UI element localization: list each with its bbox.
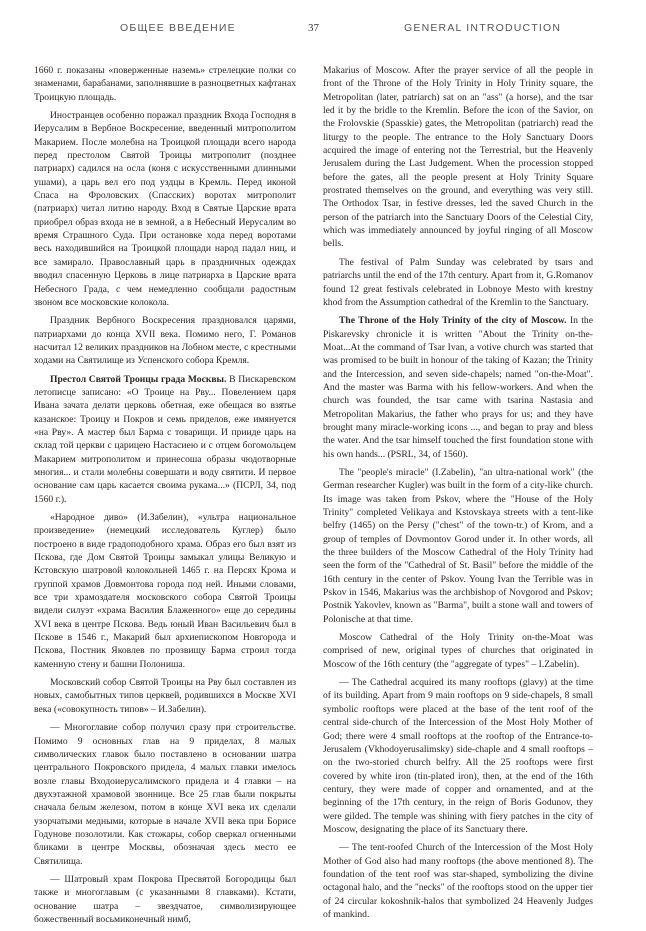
english-text-column	[323, 64, 593, 926]
section-heading: Престол Святой Троицы града Москвы.	[50, 373, 227, 385]
paragraph: — The tent-roofed Church of the Intercession of the Most Holy Mother of God also had many rooftops (the above mentioned 8). The foundation of the tent roof was star-shaped, symbolizing the divine octagonal halo, and the "necks" of the rooftops stood on the upper tier of 24 circular kokoshnik-halos that symbolized 24 Heavenly Judges of mankind.	[323, 842, 593, 920]
page-number: 37	[308, 22, 319, 34]
header-left-title: ОБЩЕЕ ВВЕДЕНИЕ	[120, 22, 236, 34]
header-right-title: GENERAL INTRODUCTION	[404, 22, 562, 34]
paragraph: 1660 г. показаны «поверженные наземь» стрелецкие полки со знаменами, барабанами, заполнявшие в разноцветных кафтанах Троицкую площадь.	[34, 65, 296, 103]
paragraph: — Многоглавие собор получил сразу при строительстве. Помимо 9 основных глав на 9 приделах, 8 малых символических главок было поставлено в основании шатра центрального Покровского придела, 4 малых главки имелось возле главы Входоиерусалимского придела и 4 главки – на двухэтажной храмовой звоннице. Все 25 глав были покрыты сначала белым железом, потом в конце XVI века их сделали узорчатыми медными, которые в начале XVII века при Борисе Годунове позолотили. Как стожары, собор сверкал огненными бликами в центре Москвы, обозначая здесь место ее Святилища.	[34, 722, 296, 867]
section-heading: The Throne of the Holy Trinity of the city of Moscow.	[339, 315, 567, 327]
paragraph: Иностранцев особенно поражал праздник Входа Господня в Иерусалим в Вербное Воскресение, введенный митрополитом Макарием. После молебна на Троицкой площади всего народа перед престолом Святой Троицы митрополит (позднее патриарх) садился на осла (коня с искусственными длинными ушами), а царь вел его под уздцы в Кремль. Перед иконой Спаса на Фроловских (Спасских) воротах митрополит (патриарх) читал литию народу. Вход в Святые Царские врата приобрел образ входа не в земной, а в Небесный Иерусалим во время Страшного Суда. При остановке хода перед воротами весь находившийся на Троицкой площади народ падал ниц, и все замирало. Православный царь в праздничных одеждах вводил спасенную Церковь в лице патриарха в Царские врата Небесного Града, с чем немедленно сообщали радостным звоном все московские колокола.	[34, 110, 296, 308]
paragraph: Московский собор Святой Троицы на Рву был составлен из новых, самобытных типов церквей, родившихся в Москве XVI века («совокупность типов» – И.Забелин).	[34, 677, 296, 715]
paragraph-body: In the Piskarevsky chronicle it is written "About the Trinity on-the-Moat...At the command of Tsar Ivan, a votive church was started that was promised to be built in honour of the taking of Kazan; the Trinity and the Intercession, and seven side-chapels; named "on-the-Moat". And the master was Barma with his fellow-workers. And when the church was founded, the tsar came with tsarina Nastasia and Metropolitan Makarius, the father who prays for us; and they have brought many miracle-working icons ..., and began to pray and bless the water. And the tsar himself touched the first foundation stone with his own hands... (PSRL, 34, of 1560).	[323, 315, 593, 460]
paragraph: The festival of Palm Sunday was celebrated by tsars and patriarchs until the end of the 17th century. Apart from it, G.Romanov found 12 great festivals celebrated in Lobnoye Mesto with krestny khod from the Assumption cathedral of the Kremlin to the Sanctuary.	[323, 256, 593, 308]
paragraph	[34, 373, 296, 506]
paragraph: Moscow Cathedral of the Holy Trinity on-the-Moat was comprised of new, original types of churches that originated in Moscow of the 16th century (the "aggregate of types" – I.Zabelin).	[323, 632, 593, 670]
paragraph: Makarius of Moscow. After the prayer service of all the people in front of the Throne of the Holy Trinity in Holy Trinity square, the Metropolitan (later, patriarch) sat on an "ass" (a horse), and the tsar led it by the bridle to the Kremlin. Before the icon of the Savior, on the Frolovskie (Spasskie) gates, the Metropolitan (patriarch) read the liturgy to the people. The entrance to the Holy Sanctuary Doors acquired the image of entering not the Terrestrial, but the Heavenly Jerusalem during the Last Judgement. When the procession stopped before the gates, all the people present at Holy Trinity Square prostrated themselves on the ground, and everything was very still. The Orthodox Tsar, in festive dresses, led the saved Church in the person of the patriarch into the Sanctuary Doors of the Celestial City, which was immediately announced by joyful ringing of all Moscow bells.	[323, 65, 593, 250]
paragraph: The "people's miracle" (I.Zabelin), "an ultra-national work" (the German researcher Kugler) was built in the form of a city-like church. Its image was taken from Pskov, where the "House of the Holy Trinity" completed Velikaya and Kstovskaya streets with a tent-like belfry (1465) on the Persy ("chest" of the town-tr.) of Krom, and a group of temples of Dovmontov Gorod under it. In other words, all the three builders of the Moscow Cathedral of the Holy Trinity had seen the form of the "Cathedral of St. Basil" before the middle of the 16th century in the center of Pskov. Young Ivan the Terrible was in Pskov in 1546, Makarius was the archbishop of Novgorod and Pskov; Postnik Yakovlev, known as "Barma", built a stone wall and towers of Polonische at that time.	[323, 466, 593, 625]
paragraph: Праздник Вербного Воскресения праздновался царями, патриархами до конца XVII века. Помимо него, Г. Романов насчитал 12 великих праздников на Лобном месте, с крестными ходами на Святилище из Успенского собора Кремля.	[34, 315, 296, 367]
russian-text-column	[34, 64, 296, 931]
paragraph: — The Cathedral acquired its many rooftops (glavy) at the time of its building. Apart from 9 main rooftops on 9 side-chapels, 8 small symbolic rooftops were placed at the base of the tent roof of the central side-church of the Intercession of the Most Holy Mother of God; there were 4 small rooftops at the rooftop of the Entrance-to-Jerusalem (Vkhodoyerusalimsky) side-chaple and 4 small rooftops – on the two-storied church belfry. All the 25 rooftops were first covered by white iron (tin-plated iron), then, at the end of the 16th century, they were made of copper and ornamented, and at the beginning of the 17th century, in the reign of Boris Godunov, they were gilded. The temple was shining with fiery patches in the city of Moscow, designating the place of its Sanctuary there.	[323, 677, 593, 835]
running-header	[0, 22, 646, 42]
paragraph-body: В Пискаревском летописце записано: «О Троице на Рву... Повелением царя Ивана зачата делати церковь обетная, еже обещася во взятье казанское: Троицу и Покров и семь приделов, еже имянуется «на Рву». А мастер был Барма с товарищи. И прииде царь на склад той церкви с царицею Настасиею и с отцем богомольцем Макарием митрополитом и принесоша образы чюдотворные многия... и стали молебны совершати и воду святити. И первое основание сам царь касается своима рукама...» (ПСРЛ, 34, под 1560 г.).	[34, 373, 296, 505]
paragraph	[323, 314, 593, 461]
paragraph: — Шатровый храм Покрова Пресвятой Богородицы был также и многоглавым (с указанными 8 главками). Кстати, основание шатра – звездчатое, символизирующее божественный восьмиконечный нимб,	[34, 873, 296, 925]
paragraph: «Народное диво» (И.Забелин), «ультра национальное произведение» (немецкий исследователь Куглер) было построено в виде градоподобного храма. Образ его был взят из Пскова, где Дом Святой Троицы замыкал улицы Великую и Кстовскую шатровой колокольней 1465 г. на Персях Крома и группой храмов Довмонтова города под ней. Иными словами, все три храмоздателя московского собора Святой Троицы видели силуэт «храма Василия Блаженного» еще до середины XVI века в центре Пскова. Ведь юный Иван Васильевич был в Пскове в 1546 г., Макарий был архиепископом Новгорода и Пскова, Постник Яковлев по прозвищу Барма строил тогда каменную стену и башни Полониша.	[34, 512, 296, 670]
